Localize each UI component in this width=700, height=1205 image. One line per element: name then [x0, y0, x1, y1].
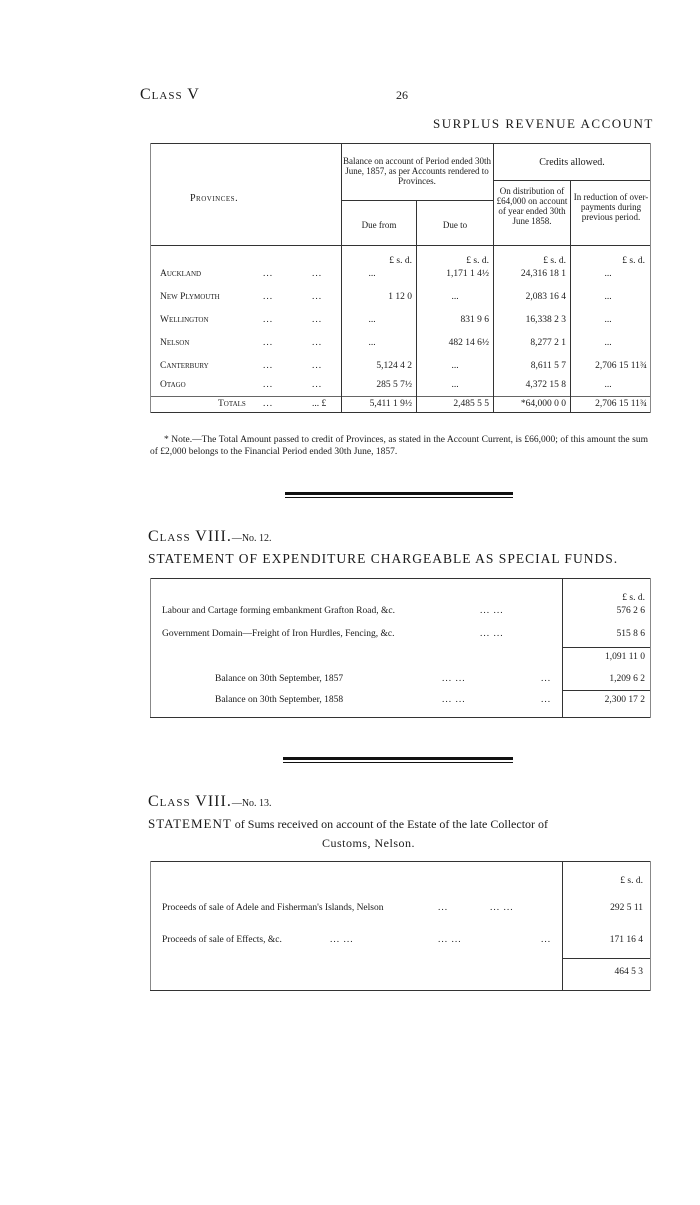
col-due-from-header: Due from	[361, 220, 397, 230]
leader-dots: ...	[263, 361, 274, 371]
unit-reduction: £ s. d.	[622, 256, 645, 266]
item-amount: 515 8 6	[616, 629, 645, 639]
due-from-value: ...	[368, 269, 376, 279]
section-divider-thin	[285, 497, 513, 498]
col-provinces-header: Provinces.	[190, 193, 239, 204]
leader-dots: ...	[541, 674, 552, 684]
class-label: Class V	[140, 86, 200, 103]
section3-class-number: —No. 13.	[231, 798, 272, 809]
distribution-value: 8,611 5 7	[530, 361, 566, 371]
province-name: Canterbury	[160, 361, 209, 371]
table-row	[0, 315, 700, 329]
section3-heading	[148, 793, 272, 811]
province-name: New Plymouth	[160, 292, 220, 302]
leader-dots: ... ...	[480, 606, 504, 616]
section-divider-thin	[283, 762, 513, 763]
table-row	[0, 606, 700, 620]
footnote: * Note.—The Total Amount passed to credit of Provinces, as stated in the Account Current, is £66,000; of this amount the sum of £2,000 belongs to the Financial Period ended 30th June, 1857.	[150, 435, 648, 457]
reduction-value: ...	[604, 292, 612, 302]
leader-dots: ... ...	[480, 629, 504, 639]
due-from-value: 285 5 7½	[376, 380, 412, 390]
distribution-value: 2,083 16 4	[525, 292, 566, 302]
due-to-value: ...	[451, 380, 459, 390]
reduction-value: 2,706 15 11¾	[595, 361, 647, 371]
total-distribution: *64,000 0 0	[520, 399, 566, 409]
reduction-value: ...	[604, 269, 612, 279]
due-from-value: 5,124 4 2	[376, 361, 412, 371]
section3-title-word: STATEMENT	[148, 816, 232, 831]
table-row	[0, 269, 700, 283]
item-amount: 292 5 11	[610, 903, 643, 913]
due-to-value: ...	[451, 292, 459, 302]
balance-amount: 2,300 17 2	[604, 695, 645, 705]
section3-title-line2: Customs, Nelson.	[322, 836, 416, 850]
distribution-value: 24,316 18 1	[520, 269, 566, 279]
account-title: SURPLUS REVENUE ACCOUNT	[433, 116, 654, 131]
leader-dots: ...	[263, 269, 274, 279]
section2-class-label: Class VIII.	[148, 528, 232, 545]
due-to-value: 831 9 6	[460, 315, 489, 325]
due-from-value: ...	[368, 338, 376, 348]
reduction-value: ...	[604, 380, 612, 390]
section2-title: STATEMENT OF EXPENDITURE CHARGEABLE AS SPECIAL FUNDS.	[148, 551, 619, 566]
section-divider	[285, 492, 513, 495]
table-row	[0, 674, 700, 688]
province-name: Otago	[160, 380, 186, 390]
item-label: Proceeds of sale of Adele and Fisherman's Islands, Nelson	[162, 903, 384, 913]
totals-label: Totals	[218, 399, 246, 409]
item-label: Proceeds of sale of Effects, &c.	[162, 935, 282, 945]
due-from-value: ...	[368, 315, 376, 325]
section3-unit: £ s. d.	[620, 876, 643, 886]
totals-row	[0, 399, 700, 413]
total-amount: 464 5 3	[614, 967, 643, 977]
leader-dots: ... ...	[442, 674, 466, 684]
leader-dots: ... ...	[330, 935, 354, 945]
balance-label: Balance on 30th September, 1858	[215, 695, 344, 705]
unit-distribution: £ s. d.	[543, 256, 566, 266]
item-amount: 576 2 6	[616, 606, 645, 616]
balance-label: Balance on 30th September, 1857	[215, 674, 344, 684]
col-due-to-header: Due to	[442, 220, 468, 230]
subtotal-amount: 1,091 11 0	[604, 652, 645, 662]
leader-dots: ... ...	[442, 695, 466, 705]
col-balance-header: Balance on account of Period ended 30th June, 1857, as per Accounts rendered to Provinces.	[343, 156, 491, 186]
total-due-to: 2,485 5 5	[453, 399, 489, 409]
table-row	[0, 629, 700, 643]
total-due-from: 5,411 1 9½	[369, 399, 412, 409]
leader-dots: ...	[312, 292, 323, 302]
leader-dots: ...	[312, 338, 323, 348]
distribution-value: 4,372 15 8	[525, 380, 566, 390]
distribution-value: 8,277 2 1	[530, 338, 566, 348]
table-row	[0, 361, 700, 375]
total-reduction: 2,706 15 11¾	[595, 399, 647, 409]
due-from-value: 1 12 0	[388, 292, 412, 302]
leader-dots: ...	[263, 399, 274, 409]
section3-title-rest: of Sums received on account of the Estate of the late Collector of	[234, 817, 549, 831]
section3-class-label: Class VIII.	[148, 793, 232, 810]
balance-amount: 1,209 6 2	[609, 674, 645, 684]
leader-dots: ... ...	[490, 903, 514, 913]
item-label: Labour and Cartage forming embankment Grafton Road, &c.	[162, 606, 395, 616]
leader-dots: ...	[541, 935, 552, 945]
province-name: Auckland	[160, 269, 202, 279]
reduction-value: ...	[604, 315, 612, 325]
col-credits-header: Credits allowed.	[539, 157, 605, 168]
leader-dots: ...	[312, 315, 323, 325]
province-name: Wellington	[160, 315, 209, 325]
table-row	[0, 903, 700, 917]
table-row	[0, 695, 700, 709]
unit-due-to: £ s. d.	[466, 256, 489, 266]
leader-dots: ...	[312, 269, 323, 279]
table-row	[0, 338, 700, 352]
distribution-value: 16,338 2 3	[525, 315, 566, 325]
leader-dots: ...	[263, 338, 274, 348]
item-label: Government Domain—Freight of Iron Hurdles, Fencing, &c.	[162, 629, 395, 639]
page-number: 26	[396, 88, 408, 102]
unit-due-from: £ s. d.	[389, 256, 412, 266]
due-to-value: 1,171 1 4½	[446, 269, 489, 279]
item-amount: 171 16 4	[609, 935, 643, 945]
leader-dots: ...	[312, 361, 323, 371]
col-reduction-header: In reduction of over-payments during previous period.	[573, 192, 649, 222]
section2-unit: £ s. d.	[622, 593, 645, 603]
section3-title	[148, 816, 548, 832]
section2-heading	[148, 528, 272, 546]
table-row	[0, 935, 700, 949]
leader-dots: ... ...	[438, 935, 462, 945]
table-row	[0, 380, 700, 394]
leader-dots: ...	[438, 903, 449, 913]
province-name: Nelson	[160, 338, 190, 348]
leader-dots: ...	[263, 292, 274, 302]
table-row	[0, 292, 700, 306]
due-to-value: 482 14 6½	[448, 338, 489, 348]
leader-dots: ...	[312, 380, 323, 390]
leader-dots: ...	[263, 315, 274, 325]
section-divider	[283, 757, 513, 760]
reduction-value: ...	[604, 338, 612, 348]
leader-dots: ...	[263, 380, 274, 390]
due-to-value: ...	[451, 361, 459, 371]
col-distribution-header: On distribution of £64,000 on account of year ended 30th June 1858.	[496, 186, 568, 226]
section2-class-number: —No. 12.	[231, 533, 272, 544]
leader-dots: ...	[541, 695, 552, 705]
totals-prefix: ... £	[312, 399, 327, 409]
